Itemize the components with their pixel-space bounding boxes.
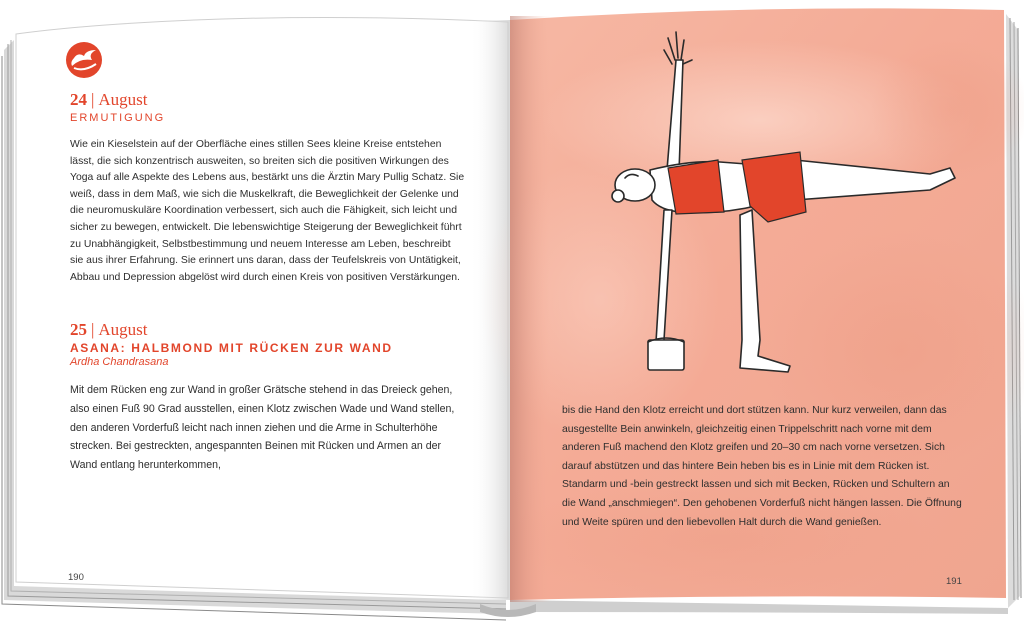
entry-25-heading: [70, 320, 465, 340]
entry-24-separator: |: [91, 90, 95, 109]
entry-24-month: August: [98, 90, 148, 109]
right-page-paragraph: bis die Hand den Klotz erreicht und dort stützen kann. Nur kurz verweilen, dann das ausgestellte Bein anwinkeln, gleichzeitig einen Trippelschritt nach vorne mit dem anderen Fuß machend den Klotz greifen und 20–30 cm nach vorne versetzen. Sich darauf abstützen und das hintere Bein heben bis es in Linie mit dem Rücken ist. Standarm und -bein gestreckt lassen und sich mit Becken, Rücken und Schultern an die Wand „anschmiegen“. Den gehobenen Vorderfuß nicht hängen lassen. Die Öffnung und Weite spüren und den liebevollen Halt durch die Wand genießen.: [562, 405, 962, 528]
entry-25-subtitle: Ardha Chandrasana: [70, 356, 169, 369]
entry-24-day: 24: [70, 90, 87, 109]
entry-25-month: August: [98, 320, 148, 340]
flame-hand-logo-icon: [66, 42, 102, 78]
entry-25-category: ASANA: HALBMOND MIT RÜCKEN ZUR WAND: [70, 341, 393, 356]
entry-25-separator: |: [91, 320, 95, 340]
entry-24-heading: [70, 90, 465, 110]
entry-25-day: 25: [70, 320, 87, 340]
entry-25-paragraph: Mit dem Rücken eng zur Wand in großer Grätsche stehend in das Dreieck gehen, also einen Fuß 90 Grad ausstellen, einen Klotz zwischen Wade und Wand stellen, den anderen Vorderfuß leicht nach innen ziehen und die Arme in Schulterhöhe strecken. Bei gestreckten, angespannten Beinen mit Rücken und Armen an der Wand entlang herunterkommen,: [70, 384, 455, 471]
entry-24-category: ERMUTIGUNG: [70, 112, 166, 124]
left-page-number: 190: [68, 572, 84, 583]
entry-24-paragraph: Wie ein Kieselstein auf der Oberfläche eines stillen Sees kleine Kreise entstehen lässt, die sich konzentrisch ausweiten, so breiten sich die positiven Wirkungen des Yoga auf alle Aspekte des Lebens aus, bestärkt uns die Ärztin Mary Pullig Schatz. Sie weiß, dass in dem Maß, wie sich die Muskelkraft, die Beweglichkeit der Gelenke und die neuromuskuläre Koordination verbessert, sich auch die Fähigkeit, sich leicht und sicher zu bewegen, entwickelt. Die lebenswichtige Steigerung der Beweglichkeit führt zu Unabhängigkeit, Selbstbestimmung und neuem Interesse am Leben, beschreibt sie aus ihrer Erfahrung. Sie erinnert uns daran, dass der Teufelskreis von Untätigkeit, Abbau und Depression abgelöst wird durch einen Kreis von positiven Verstärkungen.: [70, 139, 465, 283]
left-page-text: [70, 90, 465, 474]
right-page-number: 191: [946, 576, 962, 587]
